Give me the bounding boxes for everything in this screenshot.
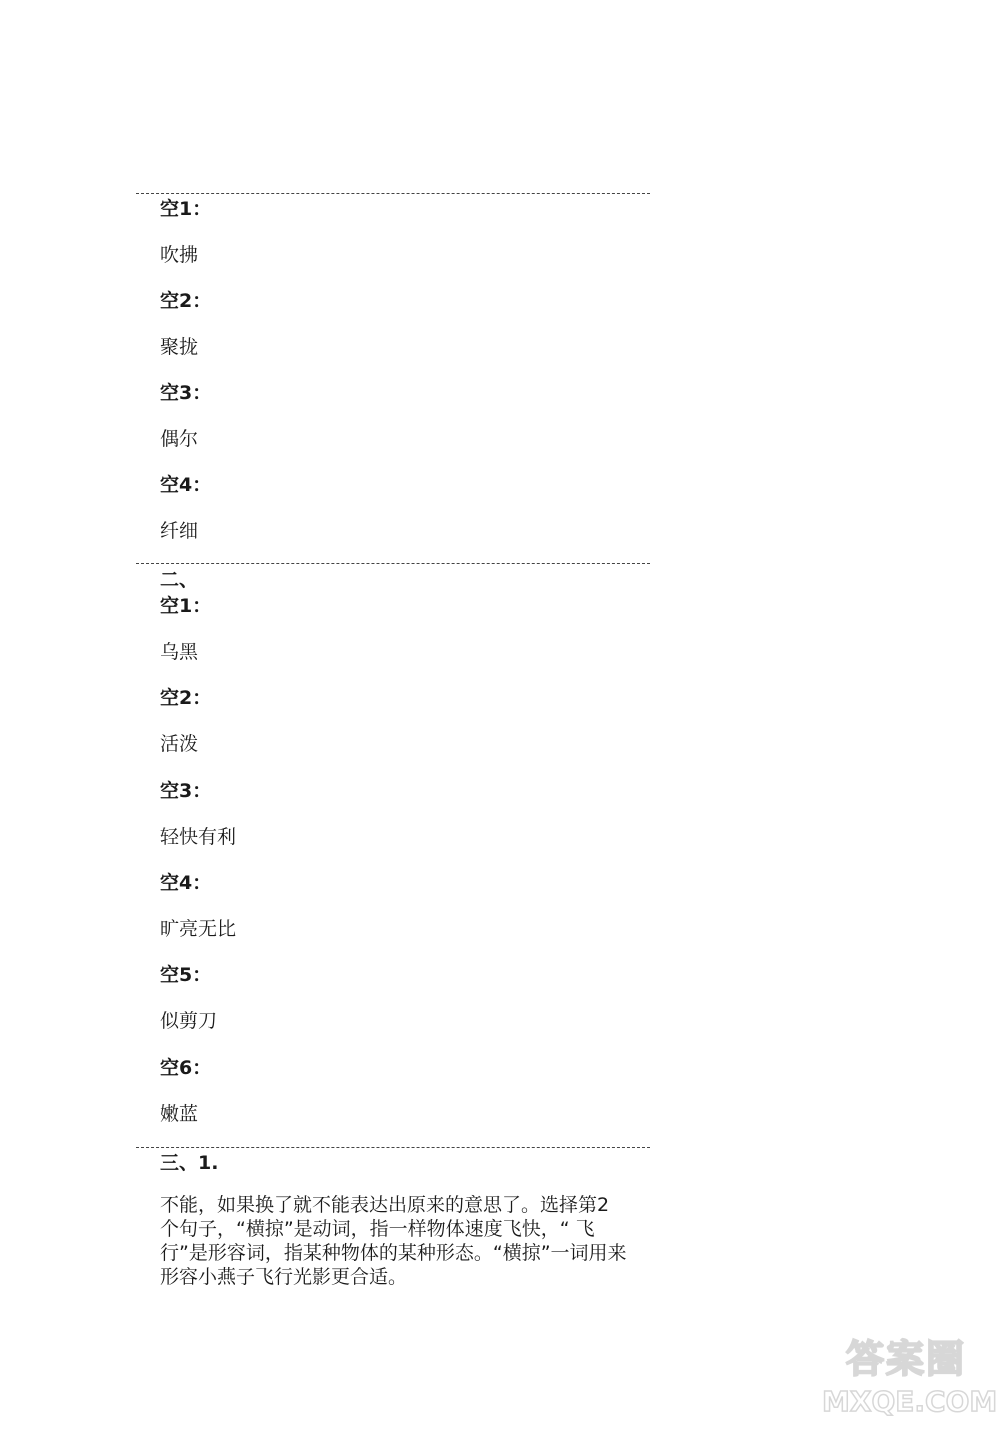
blank-answer-2-2: 活泼	[160, 733, 199, 755]
blank-label-3: 空3：	[160, 382, 212, 404]
separator-section-2	[136, 563, 650, 564]
blank-label-2-2: 空2：	[160, 687, 212, 709]
blank-answer-2-5: 似剪刀	[160, 1010, 218, 1032]
blank-label-2-4: 空4：	[160, 872, 212, 894]
answer-line-1: 不能，如果换了就不能表达出原来的意思了。选择第2	[160, 1194, 610, 1216]
blank-label-2-3: 空3：	[160, 780, 212, 802]
blank-answer-3: 偶尔	[160, 428, 199, 450]
blank-answer-4: 纤细	[160, 520, 199, 542]
answer-line-2: 个句子，“横掠”是动词，指一样物体速度飞快，“ 飞	[160, 1218, 595, 1240]
section-2-heading: 二、	[160, 569, 199, 591]
answer-line-3: 行”是形容词，指某种物体的某种形态。“横掠”一词用来	[160, 1242, 627, 1264]
blank-answer-2: 聚拢	[160, 336, 199, 358]
blank-label-2-6: 空6：	[160, 1057, 212, 1079]
site-watermark	[822, 1336, 998, 1422]
answer-line-4: 形容小燕子飞行光影更合适。	[160, 1266, 408, 1288]
blank-label-2-5: 空5：	[160, 964, 212, 986]
blank-answer-2-3: 轻快有利	[160, 826, 237, 848]
separator-top	[136, 193, 650, 194]
blank-label-1: 空1：	[160, 198, 212, 220]
blank-label-4: 空4：	[160, 474, 212, 496]
section-3-heading: 三、1.	[160, 1152, 219, 1174]
blank-answer-2-6: 嫩蓝	[160, 1103, 199, 1125]
watermark-domain-text: MXQE.COM	[822, 1385, 998, 1418]
blank-answer-2-1: 乌黑	[160, 641, 199, 663]
separator-section-3	[136, 1147, 650, 1148]
blank-label-2: 空2：	[160, 290, 212, 312]
watermark-logo-text: 答案圈	[845, 1337, 966, 1381]
answer-paragraph	[160, 1193, 660, 1289]
blank-answer-1: 吹拂	[160, 244, 199, 266]
blank-label-2-1: 空1：	[160, 595, 212, 617]
blank-answer-2-4: 旷亮无比	[160, 918, 237, 940]
